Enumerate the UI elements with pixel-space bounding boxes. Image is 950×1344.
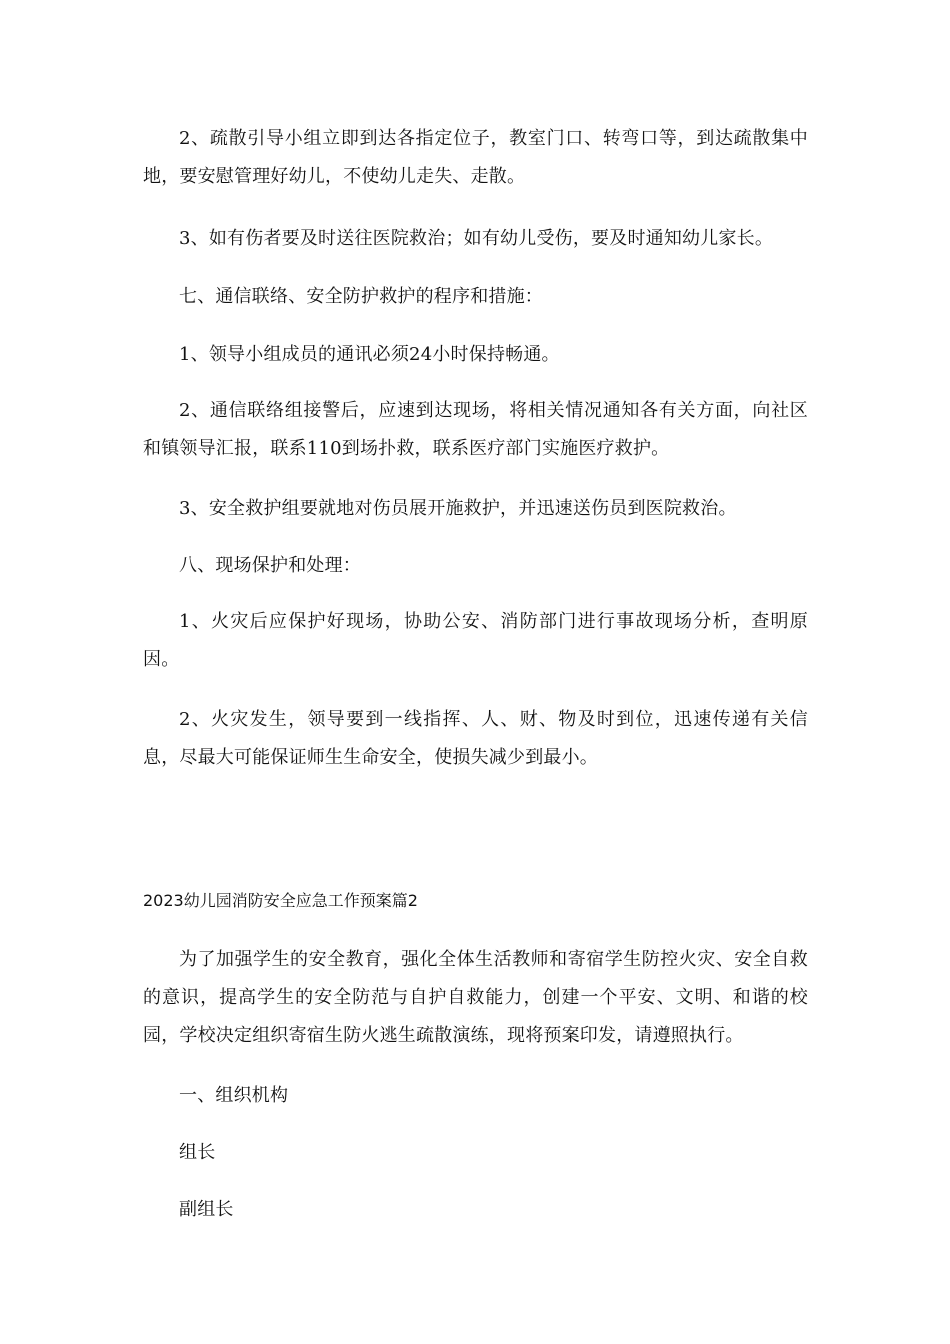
paragraph-protect-scene: 1、火灾后应保护好现场，协助公安、消防部门进行事故现场分析，查明原因。	[143, 611, 808, 670]
section-heading-8: 八、现场保护和处理：	[179, 555, 361, 576]
document-title: 2023幼儿园消防安全应急工作预案篇2	[143, 891, 418, 910]
paragraph-intro: 为了加强学生的安全教育，强化全体生活教师和寄宿学生防控火灾、安全自救的意识，提高学生的安全防范与自护自救能力，创建一个平安、文明、和谐的校园，学校决定组织寄宿生防火逃生疏散演练，现将预案印发，请遵照执行。	[143, 949, 808, 1046]
paragraph-evacuation-guide: 2、疏散引导小组立即到达各指定位子，教室门口、转弯口等，到达疏散集中地，要安慰管理好幼儿，不使幼儿走失、走散。	[143, 128, 808, 187]
section-heading-7: 七、通信联络、安全防护救护的程序和措施：	[179, 286, 543, 307]
paragraph-fire-leadership: 2、火灾发生，领导要到一线指挥、人、财、物及时到位，迅速传递有关信息，尽最大可能保证师生生命安全，使损失减少到最小。	[143, 709, 808, 768]
paragraph-communication-group: 2、通信联络组接警后，应速到达现场，将相关情况通知各有关方面，向社区和镇领导汇报，联系110到场扑救，联系医疗部门实施医疗救护。	[143, 400, 808, 459]
role-deputy-leader: 副组长	[179, 1199, 234, 1220]
paragraph-leader-communication: 1、领导小组成员的通讯必须24小时保持畅通。	[179, 344, 560, 365]
paragraph-injured-treatment: 3、如有伤者要及时送往医院救治；如有幼儿受伤，要及时通知幼儿家长。	[179, 228, 774, 249]
section-heading-1: 一、组织机构	[179, 1085, 289, 1106]
role-leader: 组长	[179, 1142, 216, 1163]
paragraph-rescue-group: 3、安全救护组要就地对伤员展开施救护，并迅速送伤员到医院救治。	[179, 498, 737, 519]
